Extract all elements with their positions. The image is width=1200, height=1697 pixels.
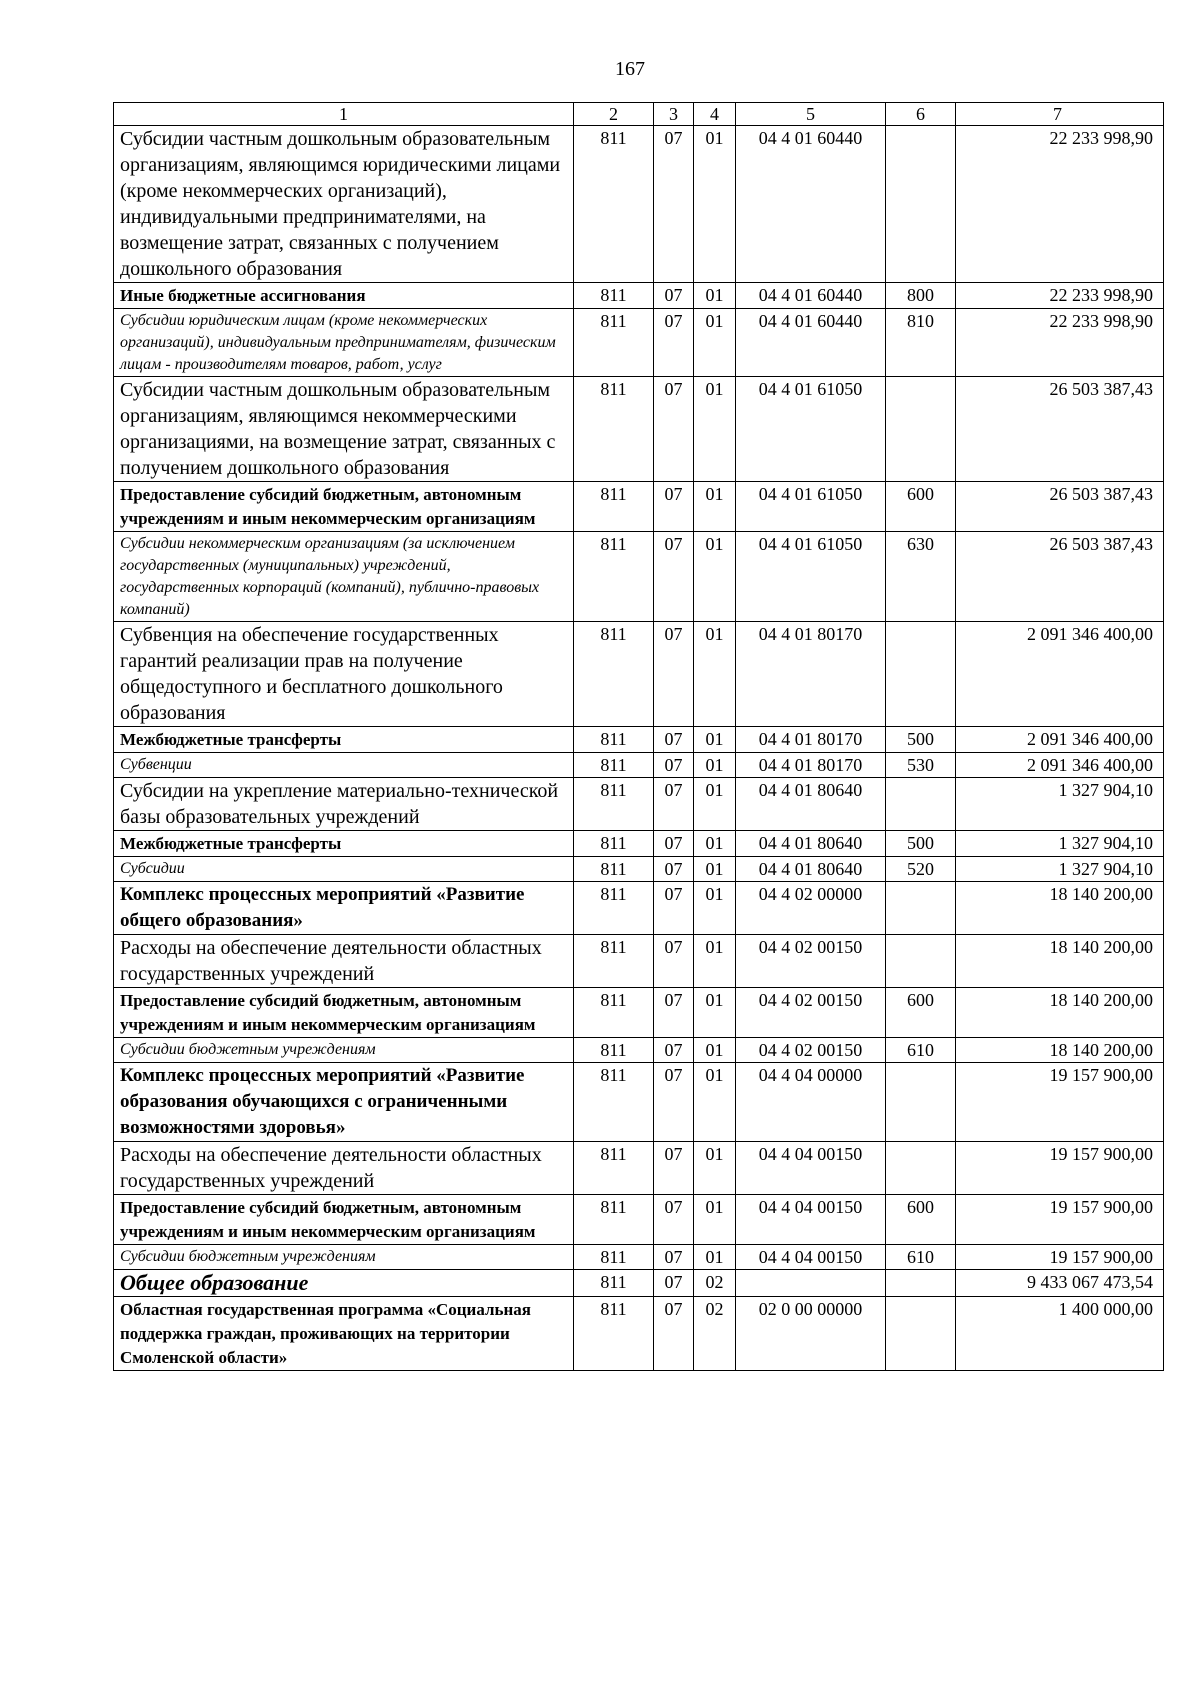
expense-type-code-cell: 600 bbox=[886, 1195, 956, 1245]
subsection-code-cell: 01 bbox=[694, 1195, 736, 1245]
amount-cell: 22 233 998,90 bbox=[956, 126, 1164, 283]
target-article-code-cell: 04 4 01 61050 bbox=[736, 532, 886, 622]
column-number-5: 5 bbox=[736, 103, 886, 126]
table-row bbox=[114, 1142, 1164, 1195]
amount-cell: 18 140 200,00 bbox=[956, 1038, 1164, 1063]
item-name-cell: Предоставление субсидий бюджетным, автономным учреждениям и иным некоммерческим организациям bbox=[114, 482, 574, 532]
target-article-code-cell: 04 4 01 80640 bbox=[736, 831, 886, 857]
amount-cell: 18 140 200,00 bbox=[956, 935, 1164, 988]
item-name-cell: Субвенции bbox=[114, 753, 574, 778]
table-row bbox=[114, 1063, 1164, 1142]
ministry-code-cell: 811 bbox=[574, 1297, 654, 1371]
target-article-code-cell bbox=[736, 1270, 886, 1297]
amount-cell: 2 091 346 400,00 bbox=[956, 727, 1164, 753]
table-row bbox=[114, 532, 1164, 622]
subsection-code-cell: 01 bbox=[694, 727, 736, 753]
ministry-code-cell: 811 bbox=[574, 727, 654, 753]
target-article-code-cell: 04 4 01 60440 bbox=[736, 309, 886, 377]
section-code-cell: 07 bbox=[654, 1142, 694, 1195]
ministry-code-cell: 811 bbox=[574, 778, 654, 831]
subsection-code-cell: 01 bbox=[694, 857, 736, 882]
table-row bbox=[114, 126, 1164, 283]
column-number-7: 7 bbox=[956, 103, 1164, 126]
item-name-cell: Субсидии бюджетным учреждениям bbox=[114, 1038, 574, 1063]
amount-cell: 1 327 904,10 bbox=[956, 857, 1164, 882]
item-name-cell: Комплекс процессных мероприятий «Развитие общего образования» bbox=[114, 882, 574, 935]
table-row bbox=[114, 482, 1164, 532]
section-code-cell: 07 bbox=[654, 1297, 694, 1371]
amount-cell: 9 433 067 473,54 bbox=[956, 1270, 1164, 1297]
target-article-code-cell: 04 4 01 80170 bbox=[736, 753, 886, 778]
table-row bbox=[114, 831, 1164, 857]
subsection-code-cell: 01 bbox=[694, 988, 736, 1038]
target-article-code-cell: 04 4 02 00150 bbox=[736, 935, 886, 988]
amount-cell: 1 400 000,00 bbox=[956, 1297, 1164, 1371]
section-code-cell: 07 bbox=[654, 882, 694, 935]
budget-table bbox=[113, 102, 1164, 1371]
section-code-cell: 07 bbox=[654, 1270, 694, 1297]
ministry-code-cell: 811 bbox=[574, 882, 654, 935]
expense-type-code-cell: 610 bbox=[886, 1245, 956, 1270]
table-row bbox=[114, 622, 1164, 727]
expense-type-code-cell bbox=[886, 935, 956, 988]
section-code-cell: 07 bbox=[654, 482, 694, 532]
subsection-code-cell: 01 bbox=[694, 1038, 736, 1063]
table-row bbox=[114, 309, 1164, 377]
table-row bbox=[114, 1270, 1164, 1297]
section-code-cell: 07 bbox=[654, 1195, 694, 1245]
expense-type-code-cell: 630 bbox=[886, 532, 956, 622]
subsection-code-cell: 01 bbox=[694, 1063, 736, 1142]
item-name-cell: Субсидии частным дошкольным образовательным организациям, являющимся некоммерческими организациями, на возмещение затрат, связанных с получением дошкольного образования bbox=[114, 377, 574, 482]
item-name-cell: Субсидии юридическим лицам (кроме некоммерческих организаций), индивидуальным предпринимателям, физическим лицам - производителям товаров, работ, услуг bbox=[114, 309, 574, 377]
item-name-cell: Субсидии на укрепление материально-технической базы образовательных учреждений bbox=[114, 778, 574, 831]
ministry-code-cell: 811 bbox=[574, 1038, 654, 1063]
item-name-cell: Областная государственная программа «Социальная поддержка граждан, проживающих на территории Смоленской области» bbox=[114, 1297, 574, 1371]
section-code-cell: 07 bbox=[654, 377, 694, 482]
expense-type-code-cell: 530 bbox=[886, 753, 956, 778]
column-number-3: 3 bbox=[654, 103, 694, 126]
target-article-code-cell: 04 4 01 60440 bbox=[736, 126, 886, 283]
section-code-cell: 07 bbox=[654, 622, 694, 727]
subsection-code-cell: 01 bbox=[694, 532, 736, 622]
amount-cell: 19 157 900,00 bbox=[956, 1245, 1164, 1270]
ministry-code-cell: 811 bbox=[574, 831, 654, 857]
item-name-cell: Субсидии некоммерческим организациям (за исключением государственных (муниципальных) учреждений, государственных корпораций (компаний), публично-правовых компаний) bbox=[114, 532, 574, 622]
item-name-cell: Расходы на обеспечение деятельности областных государственных учреждений bbox=[114, 1142, 574, 1195]
expense-type-code-cell bbox=[886, 622, 956, 727]
subsection-code-cell: 01 bbox=[694, 126, 736, 283]
table-row bbox=[114, 778, 1164, 831]
amount-cell: 26 503 387,43 bbox=[956, 377, 1164, 482]
target-article-code-cell: 04 4 02 00150 bbox=[736, 1038, 886, 1063]
ministry-code-cell: 811 bbox=[574, 126, 654, 283]
subsection-code-cell: 01 bbox=[694, 482, 736, 532]
ministry-code-cell: 811 bbox=[574, 532, 654, 622]
section-code-cell: 07 bbox=[654, 935, 694, 988]
target-article-code-cell: 04 4 04 00150 bbox=[736, 1142, 886, 1195]
expense-type-code-cell bbox=[886, 1142, 956, 1195]
ministry-code-cell: 811 bbox=[574, 753, 654, 778]
amount-cell: 2 091 346 400,00 bbox=[956, 753, 1164, 778]
target-article-code-cell: 04 4 04 00150 bbox=[736, 1195, 886, 1245]
item-name-cell: Иные бюджетные ассигнования bbox=[114, 283, 574, 309]
table-row bbox=[114, 727, 1164, 753]
table-row bbox=[114, 935, 1164, 988]
column-number-4: 4 bbox=[694, 103, 736, 126]
expense-type-code-cell: 600 bbox=[886, 482, 956, 532]
ministry-code-cell: 811 bbox=[574, 482, 654, 532]
target-article-code-cell: 04 4 01 80170 bbox=[736, 727, 886, 753]
amount-cell: 22 233 998,90 bbox=[956, 309, 1164, 377]
table-row bbox=[114, 753, 1164, 778]
section-code-cell: 07 bbox=[654, 778, 694, 831]
amount-cell: 1 327 904,10 bbox=[956, 778, 1164, 831]
expense-type-code-cell bbox=[886, 1297, 956, 1371]
ministry-code-cell: 811 bbox=[574, 857, 654, 882]
section-code-cell: 07 bbox=[654, 532, 694, 622]
section-code-cell: 07 bbox=[654, 126, 694, 283]
ministry-code-cell: 811 bbox=[574, 1270, 654, 1297]
item-name-cell: Расходы на обеспечение деятельности областных государственных учреждений bbox=[114, 935, 574, 988]
section-code-cell: 07 bbox=[654, 727, 694, 753]
item-name-cell: Предоставление субсидий бюджетным, автономным учреждениям и иным некоммерческим организациям bbox=[114, 988, 574, 1038]
ministry-code-cell: 811 bbox=[574, 377, 654, 482]
expense-type-code-cell: 500 bbox=[886, 727, 956, 753]
target-article-code-cell: 02 0 00 00000 bbox=[736, 1297, 886, 1371]
item-name-cell: Субсидии частным дошкольным образовательным организациям, являющимся юридическими лицами (кроме некоммерческих организаций), индивидуальными предпринимателями, на возмещение затрат, связанных с получением дошкольного образования bbox=[114, 126, 574, 283]
table-row bbox=[114, 1245, 1164, 1270]
section-code-cell: 07 bbox=[654, 831, 694, 857]
subsection-code-cell: 01 bbox=[694, 283, 736, 309]
item-name-cell: Субвенция на обеспечение государственных гарантий реализации прав на получение общедоступного и бесплатного дошкольного образования bbox=[114, 622, 574, 727]
expense-type-code-cell bbox=[886, 1270, 956, 1297]
ministry-code-cell: 811 bbox=[574, 935, 654, 988]
amount-cell: 26 503 387,43 bbox=[956, 482, 1164, 532]
page-number: 167 bbox=[615, 58, 645, 80]
section-code-cell: 07 bbox=[654, 283, 694, 309]
amount-cell: 26 503 387,43 bbox=[956, 532, 1164, 622]
table-header-row bbox=[114, 103, 1164, 126]
item-name-cell: Межбюджетные трансферты bbox=[114, 727, 574, 753]
subsection-code-cell: 01 bbox=[694, 882, 736, 935]
target-article-code-cell: 04 4 02 00150 bbox=[736, 988, 886, 1038]
ministry-code-cell: 811 bbox=[574, 1195, 654, 1245]
section-code-cell: 07 bbox=[654, 1245, 694, 1270]
subsection-code-cell: 01 bbox=[694, 831, 736, 857]
expense-type-code-cell: 500 bbox=[886, 831, 956, 857]
ministry-code-cell: 811 bbox=[574, 283, 654, 309]
subsection-code-cell: 02 bbox=[694, 1270, 736, 1297]
column-number-1: 1 bbox=[114, 103, 574, 126]
subsection-code-cell: 01 bbox=[694, 778, 736, 831]
item-name-cell: Предоставление субсидий бюджетным, автономным учреждениям и иным некоммерческим организациям bbox=[114, 1195, 574, 1245]
subsection-code-cell: 02 bbox=[694, 1297, 736, 1371]
amount-cell: 19 157 900,00 bbox=[956, 1142, 1164, 1195]
expense-type-code-cell: 600 bbox=[886, 988, 956, 1038]
table-body bbox=[114, 103, 1164, 1371]
item-name-cell: Субсидии bbox=[114, 857, 574, 882]
amount-cell: 1 327 904,10 bbox=[956, 831, 1164, 857]
target-article-code-cell: 04 4 01 60440 bbox=[736, 283, 886, 309]
section-code-cell: 07 bbox=[654, 988, 694, 1038]
subsection-code-cell: 01 bbox=[694, 377, 736, 482]
expense-type-code-cell: 800 bbox=[886, 283, 956, 309]
expense-type-code-cell: 610 bbox=[886, 1038, 956, 1063]
subsection-code-cell: 01 bbox=[694, 1245, 736, 1270]
item-name-cell: Общее образование bbox=[114, 1270, 574, 1297]
table-row bbox=[114, 283, 1164, 309]
expense-type-code-cell bbox=[886, 377, 956, 482]
ministry-code-cell: 811 bbox=[574, 988, 654, 1038]
ministry-code-cell: 811 bbox=[574, 622, 654, 727]
table-row bbox=[114, 377, 1164, 482]
item-name-cell: Межбюджетные трансферты bbox=[114, 831, 574, 857]
ministry-code-cell: 811 bbox=[574, 1245, 654, 1270]
table-row bbox=[114, 857, 1164, 882]
ministry-code-cell: 811 bbox=[574, 309, 654, 377]
table-row bbox=[114, 988, 1164, 1038]
amount-cell: 18 140 200,00 bbox=[956, 988, 1164, 1038]
expense-type-code-cell: 810 bbox=[886, 309, 956, 377]
amount-cell: 18 140 200,00 bbox=[956, 882, 1164, 935]
expense-type-code-cell: 520 bbox=[886, 857, 956, 882]
table-row bbox=[114, 1195, 1164, 1245]
ministry-code-cell: 811 bbox=[574, 1063, 654, 1142]
amount-cell: 22 233 998,90 bbox=[956, 283, 1164, 309]
expense-type-code-cell bbox=[886, 1063, 956, 1142]
item-name-cell: Комплекс процессных мероприятий «Развитие образования обучающихся с ограниченными возможностями здоровья» bbox=[114, 1063, 574, 1142]
subsection-code-cell: 01 bbox=[694, 309, 736, 377]
subsection-code-cell: 01 bbox=[694, 935, 736, 988]
item-name-cell: Субсидии бюджетным учреждениям bbox=[114, 1245, 574, 1270]
section-code-cell: 07 bbox=[654, 309, 694, 377]
target-article-code-cell: 04 4 01 80640 bbox=[736, 778, 886, 831]
expense-type-code-cell bbox=[886, 126, 956, 283]
column-number-6: 6 bbox=[886, 103, 956, 126]
target-article-code-cell: 04 4 01 80170 bbox=[736, 622, 886, 727]
subsection-code-cell: 01 bbox=[694, 1142, 736, 1195]
table-row bbox=[114, 1297, 1164, 1371]
expense-type-code-cell bbox=[886, 778, 956, 831]
section-code-cell: 07 bbox=[654, 1063, 694, 1142]
subsection-code-cell: 01 bbox=[694, 753, 736, 778]
target-article-code-cell: 04 4 04 00000 bbox=[736, 1063, 886, 1142]
target-article-code-cell: 04 4 01 61050 bbox=[736, 482, 886, 532]
table-row bbox=[114, 882, 1164, 935]
target-article-code-cell: 04 4 01 80640 bbox=[736, 857, 886, 882]
section-code-cell: 07 bbox=[654, 857, 694, 882]
target-article-code-cell: 04 4 02 00000 bbox=[736, 882, 886, 935]
table-row bbox=[114, 1038, 1164, 1063]
amount-cell: 19 157 900,00 bbox=[956, 1195, 1164, 1245]
section-code-cell: 07 bbox=[654, 753, 694, 778]
ministry-code-cell: 811 bbox=[574, 1142, 654, 1195]
subsection-code-cell: 01 bbox=[694, 622, 736, 727]
column-number-2: 2 bbox=[574, 103, 654, 126]
target-article-code-cell: 04 4 01 61050 bbox=[736, 377, 886, 482]
section-code-cell: 07 bbox=[654, 1038, 694, 1063]
expense-type-code-cell bbox=[886, 882, 956, 935]
amount-cell: 19 157 900,00 bbox=[956, 1063, 1164, 1142]
target-article-code-cell: 04 4 04 00150 bbox=[736, 1245, 886, 1270]
amount-cell: 2 091 346 400,00 bbox=[956, 622, 1164, 727]
